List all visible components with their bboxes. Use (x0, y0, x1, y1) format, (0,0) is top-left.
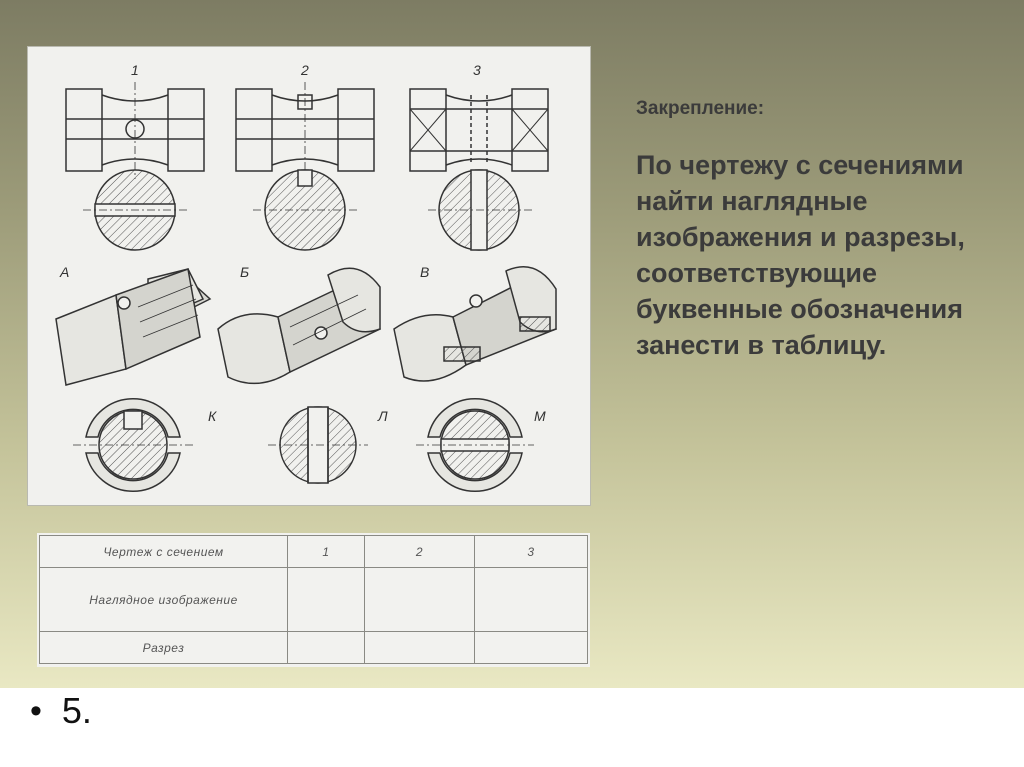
task-text: По чертежу с сечениями найти наглядные изображения и разрезы, соответствующие буквенные обозначения занести в таблицу. (636, 150, 965, 360)
section-2 (253, 170, 358, 250)
front-view-3 (410, 89, 548, 171)
pictorial-a (56, 269, 210, 385)
section-1 (83, 170, 188, 250)
table-cell: Разрез (40, 632, 288, 664)
pictorial-v (394, 267, 556, 381)
bullet-item (30, 690, 92, 732)
table-row (40, 568, 588, 632)
table-cell: 3 (475, 536, 588, 568)
view-label-1: 1 (131, 62, 139, 78)
view-label-2: 2 (301, 62, 309, 78)
view-label-3: 3 (473, 62, 481, 78)
cut-section-l (268, 407, 368, 483)
pictorial-label-v: В (420, 264, 430, 280)
section-label-m: М (534, 408, 546, 424)
drawing-svg (28, 47, 590, 505)
front-view-1 (66, 82, 204, 179)
table-cell: Наглядное изображение (40, 568, 288, 632)
table-row (40, 632, 588, 664)
bullet-marker: • (30, 691, 42, 730)
section-label-k: К (208, 408, 217, 424)
section-label-l: Л (378, 408, 388, 424)
cut-section-m (416, 399, 534, 492)
pictorial-label-a: А (60, 264, 70, 280)
pictorial-b (218, 268, 380, 383)
table-cell[interactable] (475, 568, 588, 632)
cut-section-k (73, 399, 193, 492)
front-view-2 (236, 82, 374, 179)
table-cell: Чертеж с сечением (40, 536, 288, 568)
slide-title: Закрепление: (636, 98, 765, 119)
table-cell: 1 (288, 536, 365, 568)
table-cell[interactable] (288, 632, 365, 664)
table-cell[interactable] (475, 632, 588, 664)
answer-table-panel (37, 533, 590, 667)
table-cell[interactable] (365, 632, 475, 664)
table-row (40, 536, 588, 568)
answer-table (39, 535, 588, 664)
technical-drawing (27, 46, 591, 506)
table-cell[interactable] (288, 568, 365, 632)
bullet-text: 5. (61, 690, 92, 731)
table-cell[interactable] (365, 568, 475, 632)
pictorial-label-b: Б (240, 264, 250, 280)
section-3 (428, 170, 532, 250)
table-cell: 2 (365, 536, 475, 568)
